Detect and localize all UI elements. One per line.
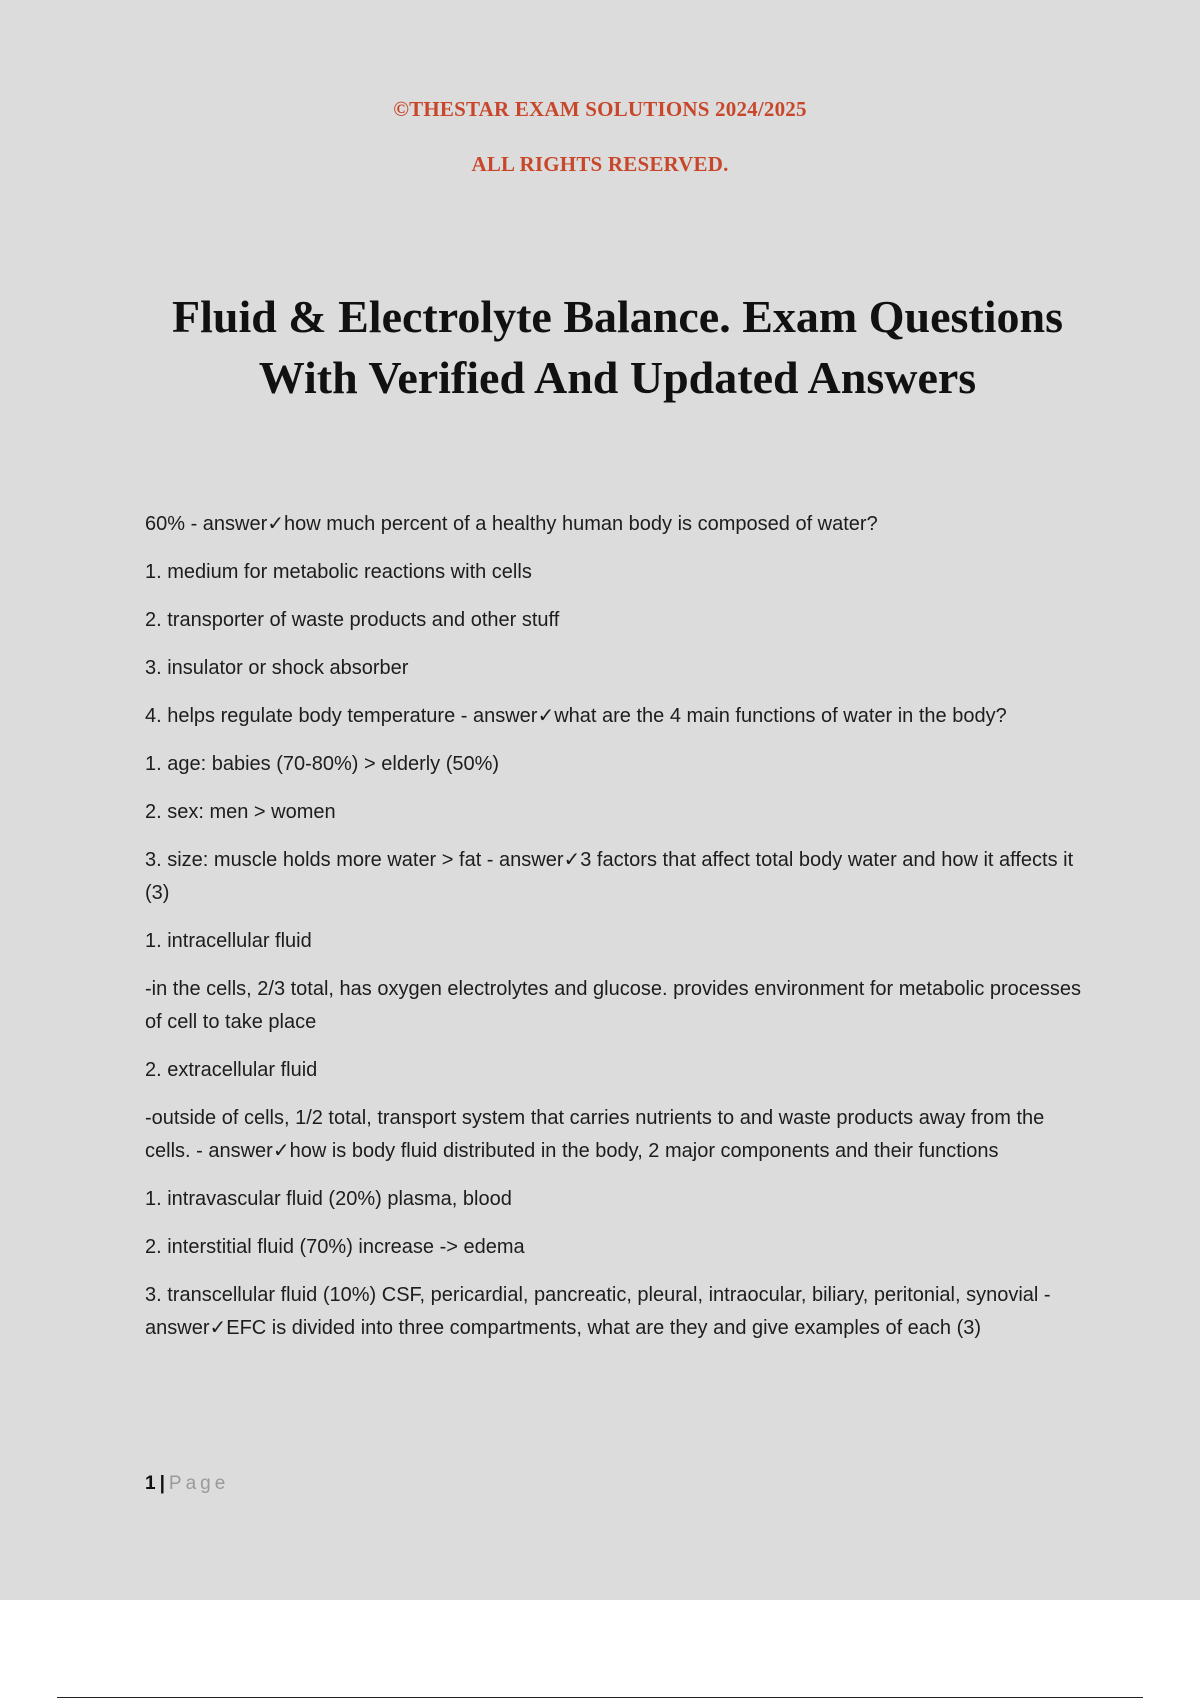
page-number-separator: |	[159, 1473, 165, 1494]
title-line-1: Fluid & Electrolyte Balance. Exam Questions	[171, 291, 1063, 342]
paragraph: -outside of cells, 1/2 total, transport system that carries nutrients to and waste products away from the cells. - answer✓how is body fluid distributed in the body, 2 major components and their functions	[145, 1107, 1045, 1162]
page-label: Page	[168, 1473, 230, 1494]
paragraph: 2. transporter of waste products and other stuff	[145, 609, 560, 631]
paragraph: 1. intravascular fluid (20%) plasma, blood	[145, 1188, 512, 1210]
paragraph: 2. interstitial fluid (70%) increase -> edema	[145, 1236, 525, 1258]
paragraph: -in the cells, 2/3 total, has oxygen electrolytes and glucose. provides environment for metabolic processes of cell to take place	[145, 978, 1082, 1033]
paragraph: 60% - answer✓how much percent of a healthy human body is composed of water?	[145, 513, 878, 535]
document-title	[100, 286, 1135, 408]
page-number-value: 1	[145, 1473, 156, 1494]
document-body	[145, 508, 1095, 1360]
copyright-header: ©THESTAR EXAM SOLUTIONS 2024/2025	[393, 97, 807, 121]
paragraph: 1. age: babies (70-80%) > elderly (50%)	[145, 753, 500, 775]
rights-header: ALL RIGHTS RESERVED.	[471, 152, 729, 176]
paragraph: 2. extracellular fluid	[145, 1059, 318, 1081]
paragraph: 4. helps regulate body temperature - answer✓what are the 4 main functions of water in the body?	[145, 705, 1007, 727]
paragraph: 3. transcellular fluid (10%) CSF, pericardial, pancreatic, pleural, intraocular, biliary, peritonial, synovial - answer✓EFC is divided into three compartments, what are they and give examples of each (3)	[145, 1284, 1051, 1339]
title-line-2: With Verified And Updated Answers	[258, 352, 977, 403]
paragraph: 3. size: muscle holds more water > fat - answer✓3 factors that affect total body water and how it affects it (3)	[145, 849, 1074, 904]
paragraph: 3. insulator or shock absorber	[145, 657, 409, 679]
paragraph: 1. intracellular fluid	[145, 930, 312, 952]
paragraph: 2. sex: men > women	[145, 801, 336, 823]
page-number	[145, 1473, 229, 1495]
footer-divider	[57, 1697, 1143, 1698]
paragraph: 1. medium for metabolic reactions with cells	[145, 561, 532, 583]
